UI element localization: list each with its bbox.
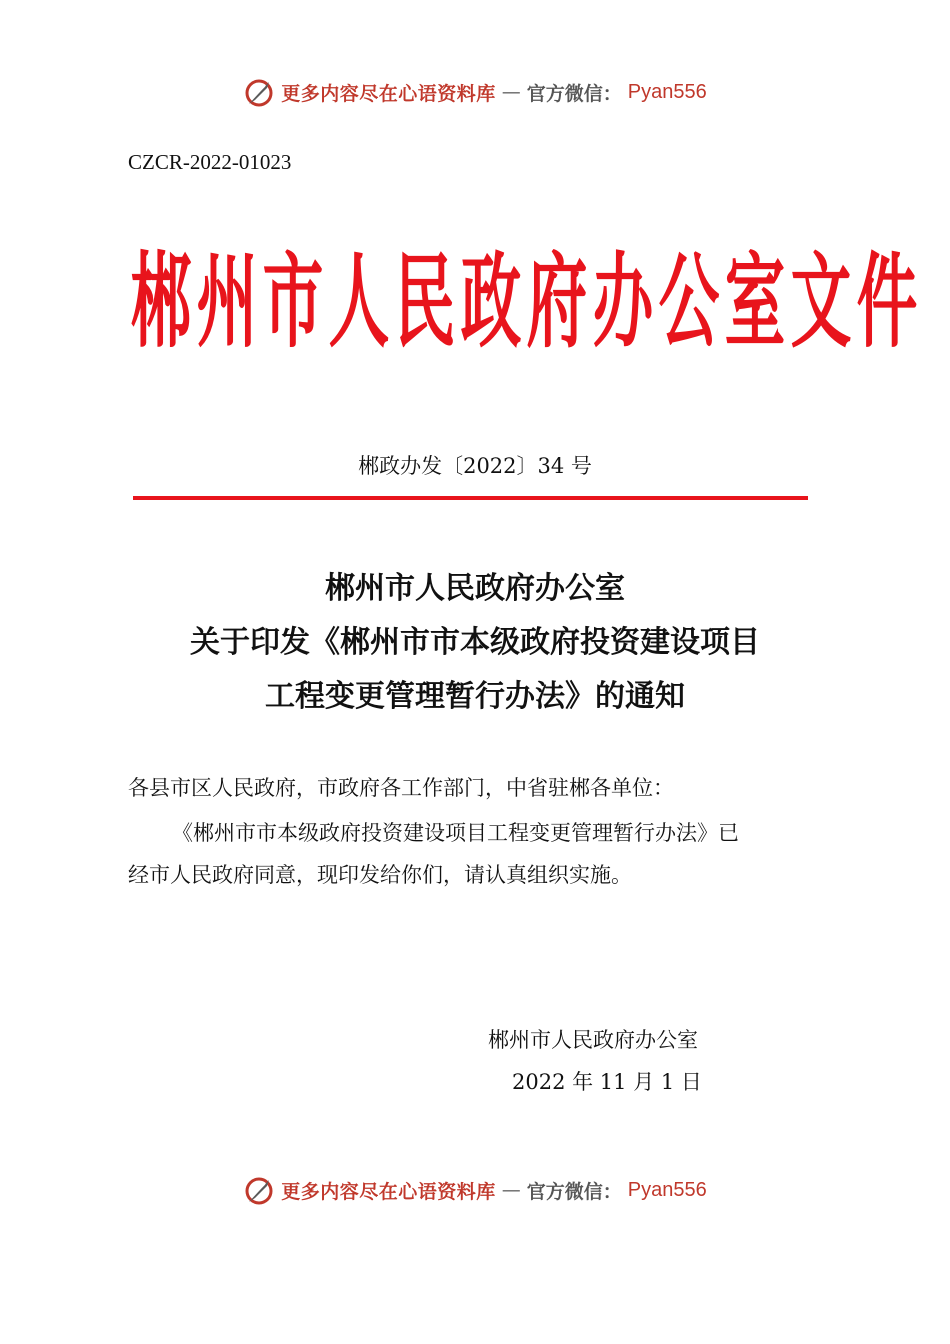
banner-dash: —	[501, 81, 521, 103]
header-char: 公	[658, 242, 720, 362]
header-char: 郴	[130, 242, 192, 362]
quill-pen-logo-icon	[243, 1174, 275, 1206]
header-char: 文	[790, 242, 852, 362]
banner-text: 更多内容尽在心语资料库	[281, 1180, 496, 1203]
header-char: 府	[526, 242, 588, 362]
watermark-banner-top	[0, 72, 950, 112]
header-char: 市	[262, 242, 324, 362]
title-line-2: 关于印发《郴州市市本级政府投资建设项目	[190, 625, 760, 660]
header-char: 办	[592, 242, 654, 362]
banner-dash: —	[501, 1179, 521, 1201]
banner-text: 更多内容尽在心语资料库	[281, 82, 496, 105]
header-char: 政	[460, 242, 522, 362]
banner-wechat-id: Pyan556	[627, 1178, 707, 1201]
document-header	[128, 238, 918, 368]
body-line-2: 经市人民政府同意，现印发给你们，请认真组织实施。	[128, 863, 632, 887]
title-line-3: 工程变更管理暂行办法》的通知	[265, 679, 685, 714]
body-line-1: 《郴州市市本级政府投资建设项目工程变更管理暂行办法》已	[172, 821, 739, 845]
addressee: 各县市区人民政府，市政府各工作部门，中省驻郴各单位：	[128, 776, 674, 800]
red-divider-line	[133, 496, 808, 500]
header-char: 室	[724, 242, 786, 362]
header-char: 民	[394, 242, 456, 362]
quill-pen-logo-icon	[243, 76, 275, 108]
banner-wechat-id: Pyan556	[627, 80, 707, 103]
document-title	[0, 562, 950, 724]
header-char: 州	[196, 242, 258, 362]
issue-date: 2022 年 11 月 1 日	[512, 1070, 702, 1094]
signer: 郴州市人民政府办公室	[488, 1028, 698, 1052]
document-number: 郴政办发〔2022〕34 号	[358, 454, 592, 478]
document-code: CZCR-2022-01023	[128, 150, 292, 174]
title-line-1: 郴州市人民政府办公室	[325, 571, 625, 606]
header-char: 人	[328, 242, 390, 362]
body-paragraph	[128, 812, 828, 896]
header-char: 件	[856, 242, 918, 362]
banner-wechat-label: 官方微信：	[526, 1180, 622, 1203]
banner-wechat-label: 官方微信：	[526, 82, 622, 105]
watermark-banner-bottom	[0, 1170, 950, 1210]
